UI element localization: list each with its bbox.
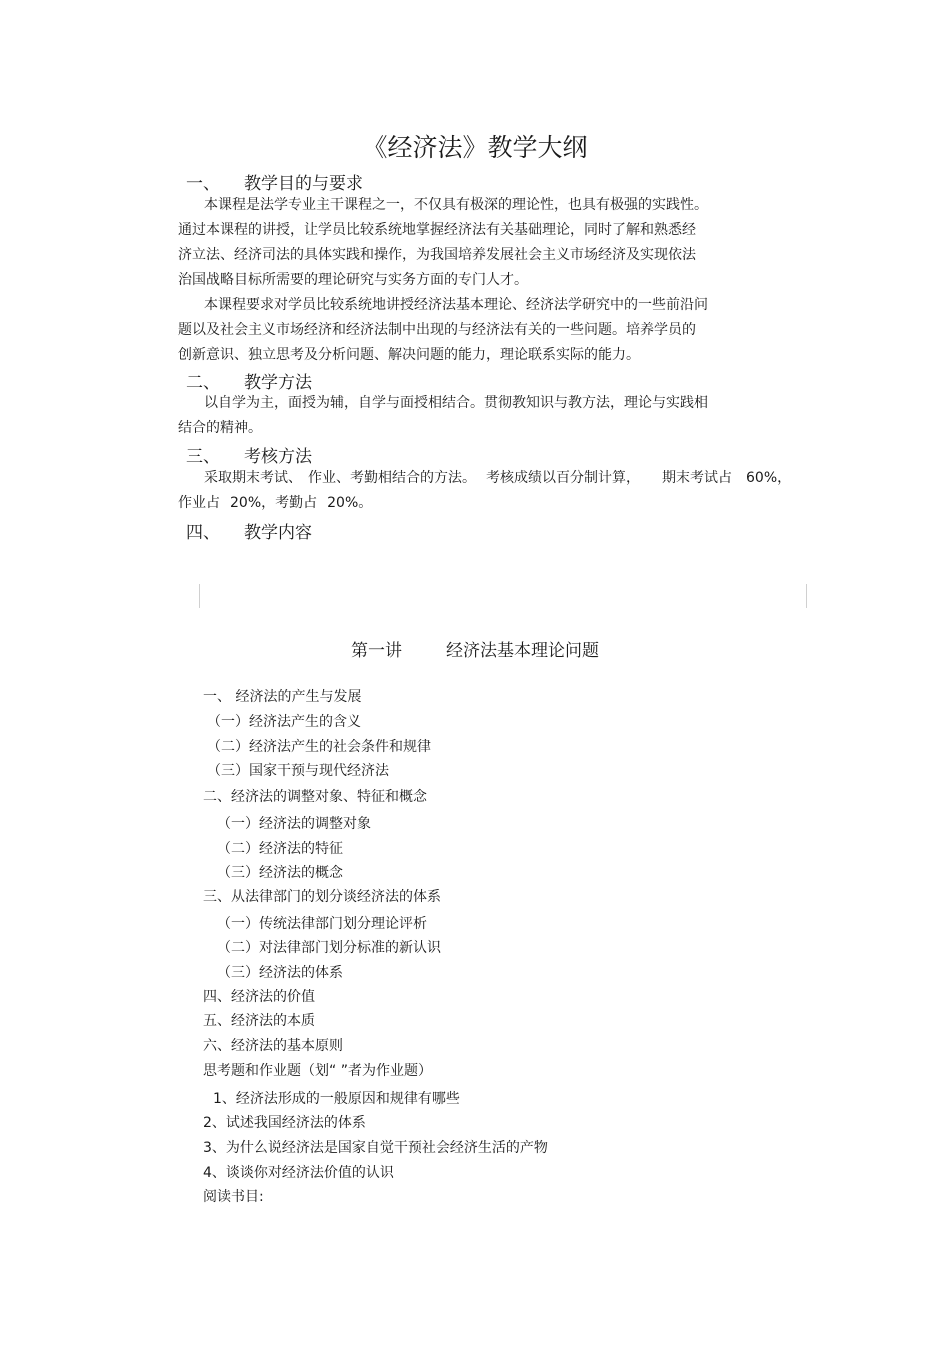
outline-item: 4、谈谈你对经济法价值的认识 bbox=[203, 1165, 394, 1181]
section-number: 三、 bbox=[186, 447, 220, 467]
outline-item: （二）经济法产生的社会条件和规律 bbox=[207, 739, 431, 755]
text-span: 期末考试占 bbox=[662, 470, 732, 486]
section-heading-4 bbox=[186, 518, 312, 543]
page-border-left bbox=[199, 584, 200, 608]
text-span: 60%， bbox=[746, 470, 792, 486]
paragraph-assessment bbox=[178, 466, 791, 516]
outline-item: （二）经济法的特征 bbox=[217, 841, 343, 857]
paragraph-line: 济立法、经济司法的具体实践和操作，为我国培养发展社会主义市场经济及实现依法 bbox=[178, 247, 696, 263]
outline-item: 2、试述我国经济法的体系 bbox=[203, 1115, 366, 1131]
paragraph-line: 以自学为主，面授为辅，自学与面授相结合。贯彻教知识与教方法，理论与实践相 bbox=[204, 395, 708, 411]
outline-item: 1、经济法形成的一般原因和规律有哪些 bbox=[213, 1091, 460, 1107]
paragraph-line: 创新意识、独立思考及分析问题、解决问题的能力，理论联系实际的能力。 bbox=[178, 347, 640, 363]
section-number: 一、 bbox=[186, 174, 220, 194]
lecture-number: 第一讲 bbox=[351, 641, 402, 661]
paragraph-methods bbox=[178, 391, 708, 441]
outline-item: （三）经济法的概念 bbox=[217, 865, 343, 881]
outline-item: （三）国家干预与现代经济法 bbox=[207, 763, 389, 779]
text-span: 作业占 bbox=[178, 495, 220, 511]
section-number: 二、 bbox=[186, 373, 220, 393]
text-span: 20%。 bbox=[327, 495, 373, 511]
outline-item: 四、经济法的价值 bbox=[203, 989, 315, 1005]
paragraph-line: 题以及社会主义市场经济和经济法制中出现的与经济法有关的一些问题。培养学员的 bbox=[178, 322, 696, 338]
outline-item: 三、从法律部门的划分谈经济法的体系 bbox=[203, 889, 441, 905]
outline-item: （一）经济法的调整对象 bbox=[217, 816, 371, 832]
paragraph-line: 治国战略目标所需要的理论研究与实务方面的专门人才。 bbox=[178, 272, 528, 288]
outline-item: 一、 经济法的产生与发展 bbox=[203, 689, 362, 705]
paragraph-requirements bbox=[178, 293, 708, 368]
outline-item: （二）对法律部门划分标准的新认识 bbox=[217, 940, 441, 956]
section-title: 考核方法 bbox=[244, 447, 312, 467]
text-span: 考核成绩以百分制计算， bbox=[486, 470, 640, 486]
paragraph-purpose bbox=[178, 193, 708, 293]
outline-item: 二、经济法的调整对象、特征和概念 bbox=[203, 789, 427, 805]
section-title: 教学方法 bbox=[244, 373, 312, 393]
paragraph-line bbox=[178, 491, 791, 516]
section-title: 教学内容 bbox=[244, 523, 312, 543]
outline-item: 3、为什么说经济法是国家自觉干预社会经济生活的产物 bbox=[203, 1140, 548, 1156]
text-span: 采取期末考试、 bbox=[204, 470, 302, 486]
outline-item: 思考题和作业题（划“ ”者为作业题） bbox=[203, 1063, 432, 1079]
outline-item: （一）经济法产生的含义 bbox=[207, 714, 361, 730]
page-title: 《经济法》教学大纲 bbox=[362, 133, 588, 162]
section-heading-2 bbox=[186, 368, 312, 393]
section-heading-3 bbox=[186, 442, 312, 467]
section-title: 教学目的与要求 bbox=[244, 174, 363, 194]
paragraph-line: 通过本课程的讲授，让学员比较系统地掌握经济法有关基础理论，同时了解和熟悉经 bbox=[178, 222, 696, 238]
outline-item: （一）传统法律部门划分理论评析 bbox=[217, 916, 427, 932]
text-span: 20%，考勤占 bbox=[230, 495, 318, 511]
outline-item: （三）经济法的体系 bbox=[217, 965, 343, 981]
lecture-title: 经济法基本理论问题 bbox=[446, 641, 599, 661]
paragraph-line bbox=[178, 466, 791, 491]
paragraph-line: 结合的精神。 bbox=[178, 420, 262, 436]
section-number: 四、 bbox=[186, 523, 220, 543]
outline-item: 阅读书目: bbox=[203, 1189, 264, 1205]
outline-item: 六、经济法的基本原则 bbox=[203, 1038, 343, 1054]
page-border-right bbox=[806, 584, 807, 608]
text-span: 作业、考勤相结合的方法。 bbox=[308, 470, 476, 486]
paragraph-line: 本课程是法学专业主干课程之一，不仅具有极深的理论性，也具有极强的实践性。 bbox=[204, 197, 708, 213]
lecture-heading bbox=[0, 636, 950, 661]
paragraph-line: 本课程要求对学员比较系统地讲授经济法基本理论、经济法学研究中的一些前沿问 bbox=[204, 297, 708, 313]
section-heading-1 bbox=[186, 169, 363, 194]
outline-item: 五、经济法的本质 bbox=[203, 1013, 315, 1029]
